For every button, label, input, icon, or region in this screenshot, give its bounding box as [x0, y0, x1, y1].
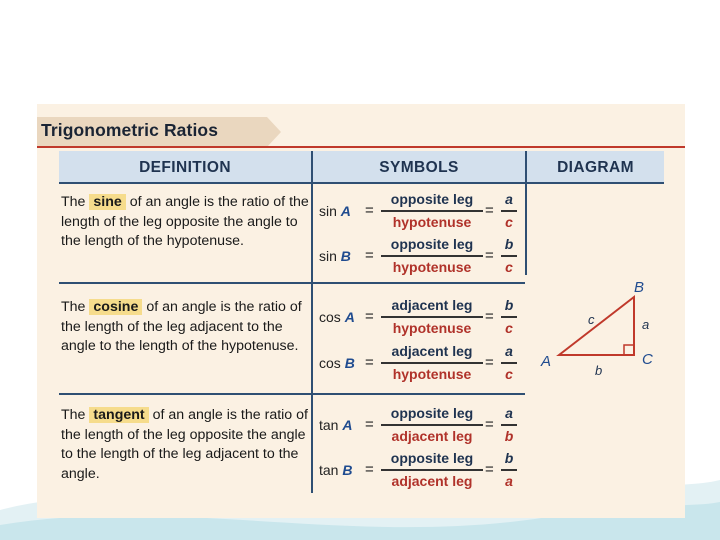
fraction-denominator: adjacent leg [391, 473, 473, 489]
trig-ratios-panel [37, 104, 685, 518]
function-name: tan [319, 462, 339, 478]
fraction-numerator: adjacent leg [391, 343, 473, 359]
symbol-denominator: b [504, 428, 514, 444]
fraction-denominator: hypotenuse [392, 214, 472, 230]
equals-sign: = [365, 308, 374, 325]
triangle-outline [559, 297, 634, 355]
symbol-numerator: b [504, 450, 514, 466]
fraction-numerator: opposite leg [390, 450, 474, 466]
angle-variable: A [340, 203, 351, 219]
symbol-numerator: b [504, 297, 514, 313]
cosine-def-pre: The [61, 299, 86, 315]
tangent-def-pre: The [61, 407, 86, 423]
equals-sign: = [365, 354, 374, 371]
header-diagram-label: DIAGRAM [557, 159, 634, 176]
equals-sign: = [365, 416, 374, 433]
symbol-denominator: c [505, 320, 513, 336]
angle-variable: B [342, 462, 353, 478]
angle-variable: A [344, 309, 355, 325]
sine-def-pre: The [61, 194, 86, 210]
fraction-denominator: adjacent leg [391, 428, 473, 444]
symbol-numerator: a [505, 405, 513, 421]
header-symbols-label: SYMBOLS [379, 159, 459, 176]
fraction-numerator: opposite leg [390, 191, 474, 207]
function-name: sin [319, 248, 337, 264]
equals-sign: = [485, 202, 494, 219]
cosine-keyword: cosine [89, 299, 142, 315]
right-angle-marker [624, 345, 634, 355]
side-b-label: b [595, 363, 603, 378]
page-title: Trigonometric Ratios [41, 120, 219, 140]
symbol-denominator: c [505, 259, 513, 275]
equals-sign: = [365, 461, 374, 478]
symbol-denominator: c [505, 214, 513, 230]
header-definition-label: DEFINITION [139, 159, 231, 176]
symbol-numerator: a [505, 191, 513, 207]
vertex-a-label: A [541, 353, 552, 370]
equals-sign: = [485, 354, 494, 371]
vertex-c-label: C [642, 351, 653, 368]
tangent-keyword: tangent [89, 407, 148, 423]
angle-variable: A [342, 417, 353, 433]
symbol-numerator: a [505, 343, 513, 359]
equals-sign: = [485, 416, 494, 433]
sine-keyword: sine [89, 194, 125, 210]
cosine-def-text: of an angle is the ratio of the length of the leg adjacent to the angle to the length of the hypotenuse. [61, 299, 302, 354]
fraction-numerator: opposite leg [390, 236, 474, 252]
equals-sign: = [485, 247, 494, 264]
angle-variable: B [340, 248, 351, 264]
symbol-numerator: b [504, 236, 514, 252]
symbol-denominator: c [505, 366, 513, 382]
fraction-denominator: hypotenuse [392, 366, 472, 382]
function-name: tan [319, 417, 339, 433]
side-a-label: a [642, 317, 650, 332]
right-triangle-diagram [37, 104, 685, 518]
function-name: cos [319, 309, 341, 325]
vertex-b-label: B [634, 279, 645, 296]
fraction-numerator: opposite leg [390, 405, 474, 421]
symbol-denominator: a [505, 473, 513, 489]
fraction-denominator: hypotenuse [392, 320, 472, 336]
fraction-denominator: hypotenuse [392, 259, 472, 275]
function-name: cos [319, 355, 341, 371]
equals-sign: = [365, 202, 374, 219]
equals-sign: = [365, 247, 374, 264]
equals-sign: = [485, 308, 494, 325]
fraction-numerator: adjacent leg [391, 297, 473, 313]
equals-sign: = [485, 461, 494, 478]
function-name: sin [319, 203, 337, 219]
angle-variable: B [344, 355, 355, 371]
side-c-label: c [588, 312, 595, 327]
tangent-def-text: of an angle is the ratio of the length of the leg opposite the angle to the length of the leg adjacent to the angle. [61, 407, 308, 482]
sine-def-text: of an angle is the ratio of the length of the leg opposite the angle to the length of the hypotenuse. [61, 194, 309, 249]
